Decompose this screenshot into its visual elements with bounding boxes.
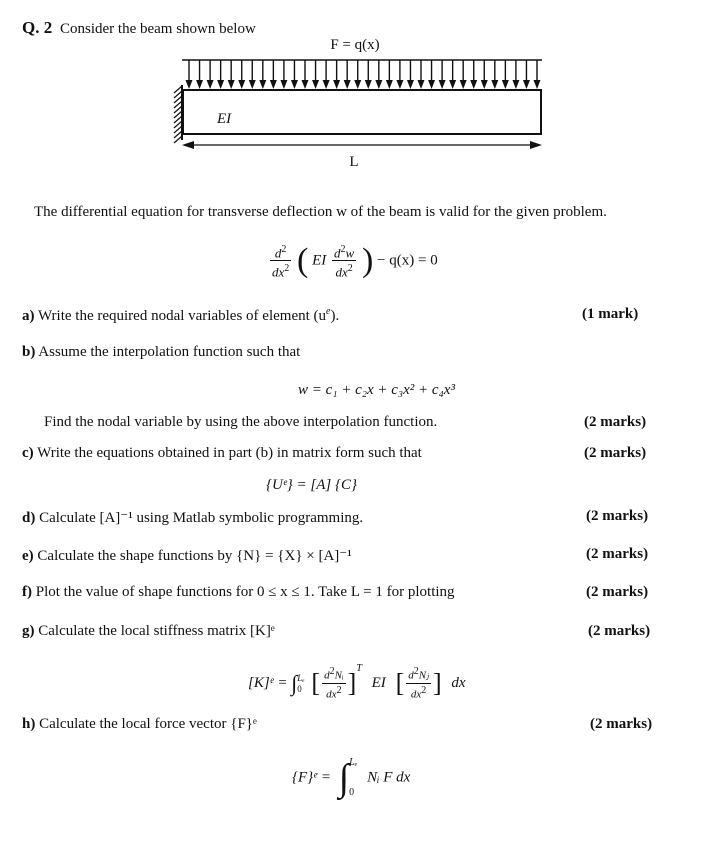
part-e-label: e)	[22, 548, 34, 564]
part-c-label: c)	[22, 445, 34, 461]
force-equation	[292, 748, 410, 808]
part-b-marks: (2 marks)	[584, 414, 647, 430]
transpose-sup: T	[356, 663, 362, 674]
part-d-text: Calculate [A]⁻¹ using Matlab symbolic programming.	[39, 510, 364, 526]
matrix-equation: {Uᵉ} = [A] {C}	[266, 477, 357, 493]
load-arrow-head-icon	[249, 80, 256, 89]
load-arrow-head-icon	[439, 80, 446, 89]
load-arrow-head-icon	[196, 80, 203, 89]
load-arrow-head-icon	[217, 80, 224, 89]
load-arrow-head-icon	[312, 80, 319, 89]
governing-equation: $\frac{d^2}{dx^2}$ ( EI $\frac{d^2w}{dx^2}$ ) − q(x) = 0	[272, 241, 438, 280]
load-arrow-head-icon	[386, 80, 393, 89]
part-f-label: f)	[22, 584, 32, 600]
stiffness-upper-limit: Lₑ	[297, 672, 305, 683]
equation-rest: − q(x) = 0	[377, 252, 438, 269]
stiffness-integral-icon: ∫	[291, 670, 298, 696]
question-number: Q. 2	[22, 18, 53, 37]
load-arrow-head-icon	[259, 80, 266, 89]
part-f	[22, 584, 455, 601]
part-e-marks: (2 marks)	[586, 546, 649, 562]
force-integrand: Nᵢ F dx	[367, 769, 411, 786]
part-b-label: b)	[22, 344, 36, 360]
load-arrow-head-icon	[418, 80, 425, 89]
part-b	[22, 344, 300, 361]
stiffness-lower-limit: 0	[297, 683, 302, 694]
part-h-text: Calculate the local force vector {F}ᵉ	[39, 716, 257, 732]
stiffness-ei: EI	[371, 675, 386, 691]
load-arrow-head-icon	[238, 80, 245, 89]
stiffness-label: EI	[217, 111, 232, 127]
load-arrow-head-icon	[523, 80, 530, 89]
stiffness-ni-term: $\frac{d^2Nᵢ}{dx^2}$	[324, 666, 344, 701]
load-arrow-head-icon	[428, 80, 435, 89]
load-arrow-head-icon	[396, 80, 403, 89]
load-arrow-head-icon	[280, 80, 287, 89]
load-arrow-head-icon	[333, 80, 340, 89]
load-arrow-head-icon	[460, 80, 467, 89]
part-b-text: Assume the interpolation function such that	[38, 344, 301, 360]
length-label: L	[349, 154, 359, 170]
force-lower-limit: 0	[349, 787, 355, 798]
part-e-text: Calculate the shape functions by {N} = {X} × [A]⁻¹	[37, 548, 352, 564]
load-arrow-head-icon	[186, 80, 193, 89]
part-h-label: h)	[22, 716, 36, 732]
part-a-marks: (1 mark)	[582, 306, 639, 322]
part-e	[22, 546, 352, 565]
load-arrow-head-icon	[228, 80, 235, 89]
load-arrow-head-icon	[207, 80, 214, 89]
beam-body	[183, 90, 541, 134]
force-lhs: {F}ᵉ =	[292, 769, 331, 786]
load-arrow-head-icon	[470, 80, 477, 89]
part-f-text: Plot the value of shape functions for 0 ≤ x ≤ 1. Take L = 1 for plotting	[35, 584, 455, 600]
part-c-marks: (2 marks)	[584, 445, 647, 461]
part-a-label: a)	[22, 308, 35, 324]
load-arrow-head-icon	[270, 80, 277, 89]
load-arrow-head-icon	[512, 80, 519, 89]
stiffness-lhs: [K]ᵉ =	[248, 675, 288, 691]
load-arrow-head-icon	[502, 80, 509, 89]
force-integral-icon: ∫	[338, 757, 350, 799]
part-d-label: d)	[22, 510, 36, 526]
interpolation-equation: w = c₁ + c₂x + c₃x² + c₄x³	[298, 382, 455, 398]
part-g-label: g)	[22, 623, 35, 639]
load-arrow-head-icon	[491, 80, 498, 89]
part-a-text-end: ).	[330, 308, 340, 324]
part-a	[22, 306, 339, 325]
load-arrow-head-icon	[481, 80, 488, 89]
dimension-arrow-left-icon	[182, 141, 194, 149]
load-arrow-head-icon	[375, 80, 382, 89]
part-c-text: Write the equations obtained in part (b) in matrix form such that	[37, 445, 422, 461]
load-arrow-head-icon	[323, 80, 330, 89]
part-b-find-text: Find the nodal variable by using the above interpolation function.	[44, 414, 438, 430]
load-arrow-head-icon	[344, 80, 351, 89]
part-d-marks: (2 marks)	[586, 508, 649, 524]
part-f-marks: (2 marks)	[586, 584, 649, 600]
load-arrow-head-icon	[291, 80, 298, 89]
part-g-text: Calculate the local stiffness matrix [K]ᵉ	[38, 623, 275, 639]
load-arrow-head-icon	[449, 80, 456, 89]
beam-figure	[165, 30, 565, 175]
question-intro: Consider the beam shown below	[59, 21, 256, 37]
stiffness-dx: dx	[451, 675, 466, 691]
load-arrow-head-icon	[534, 80, 541, 89]
part-g	[22, 623, 275, 640]
part-c	[22, 445, 422, 462]
outer-derivative: $\frac{d^2}{dx^2}$	[272, 244, 290, 280]
load-label: F = q(x)	[330, 37, 380, 53]
part-a-text: Write the required nodal variables of element (u	[37, 308, 327, 324]
stiffness-nj-term: $\frac{d^2Nⱼ}{dx^2}$	[408, 666, 429, 701]
distributed-load-arrows	[186, 60, 541, 89]
part-h-marks: (2 marks)	[590, 716, 653, 732]
stiffness-equation: [K]ᵉ = ∫ Lₑ 0 [ $\frac{d^2Nᵢ}{dx^2}$ ]$^T$ EI [ $\frac{d^2Nⱼ}{dx^2}$ ] dx	[248, 663, 466, 701]
part-g-marks: (2 marks)	[588, 623, 651, 639]
part-h	[22, 716, 257, 733]
fixed-support-hatch	[174, 86, 182, 143]
load-arrow-head-icon	[407, 80, 414, 89]
dimension-arrow-right-icon	[530, 141, 542, 149]
load-arrow-head-icon	[365, 80, 372, 89]
part-a-sup: e	[326, 306, 331, 317]
force-upper-limit: Lₑ	[349, 757, 358, 768]
part-d	[22, 508, 363, 527]
problem-statement: The differential equation for transverse deflection w of the beam is valid for the given problem.	[34, 204, 607, 220]
inner-derivative: $\frac{d^2w}{dx^2}$	[334, 244, 355, 280]
load-arrow-head-icon	[354, 80, 361, 89]
equation-ei: EI	[312, 252, 327, 269]
load-arrow-head-icon	[302, 80, 309, 89]
